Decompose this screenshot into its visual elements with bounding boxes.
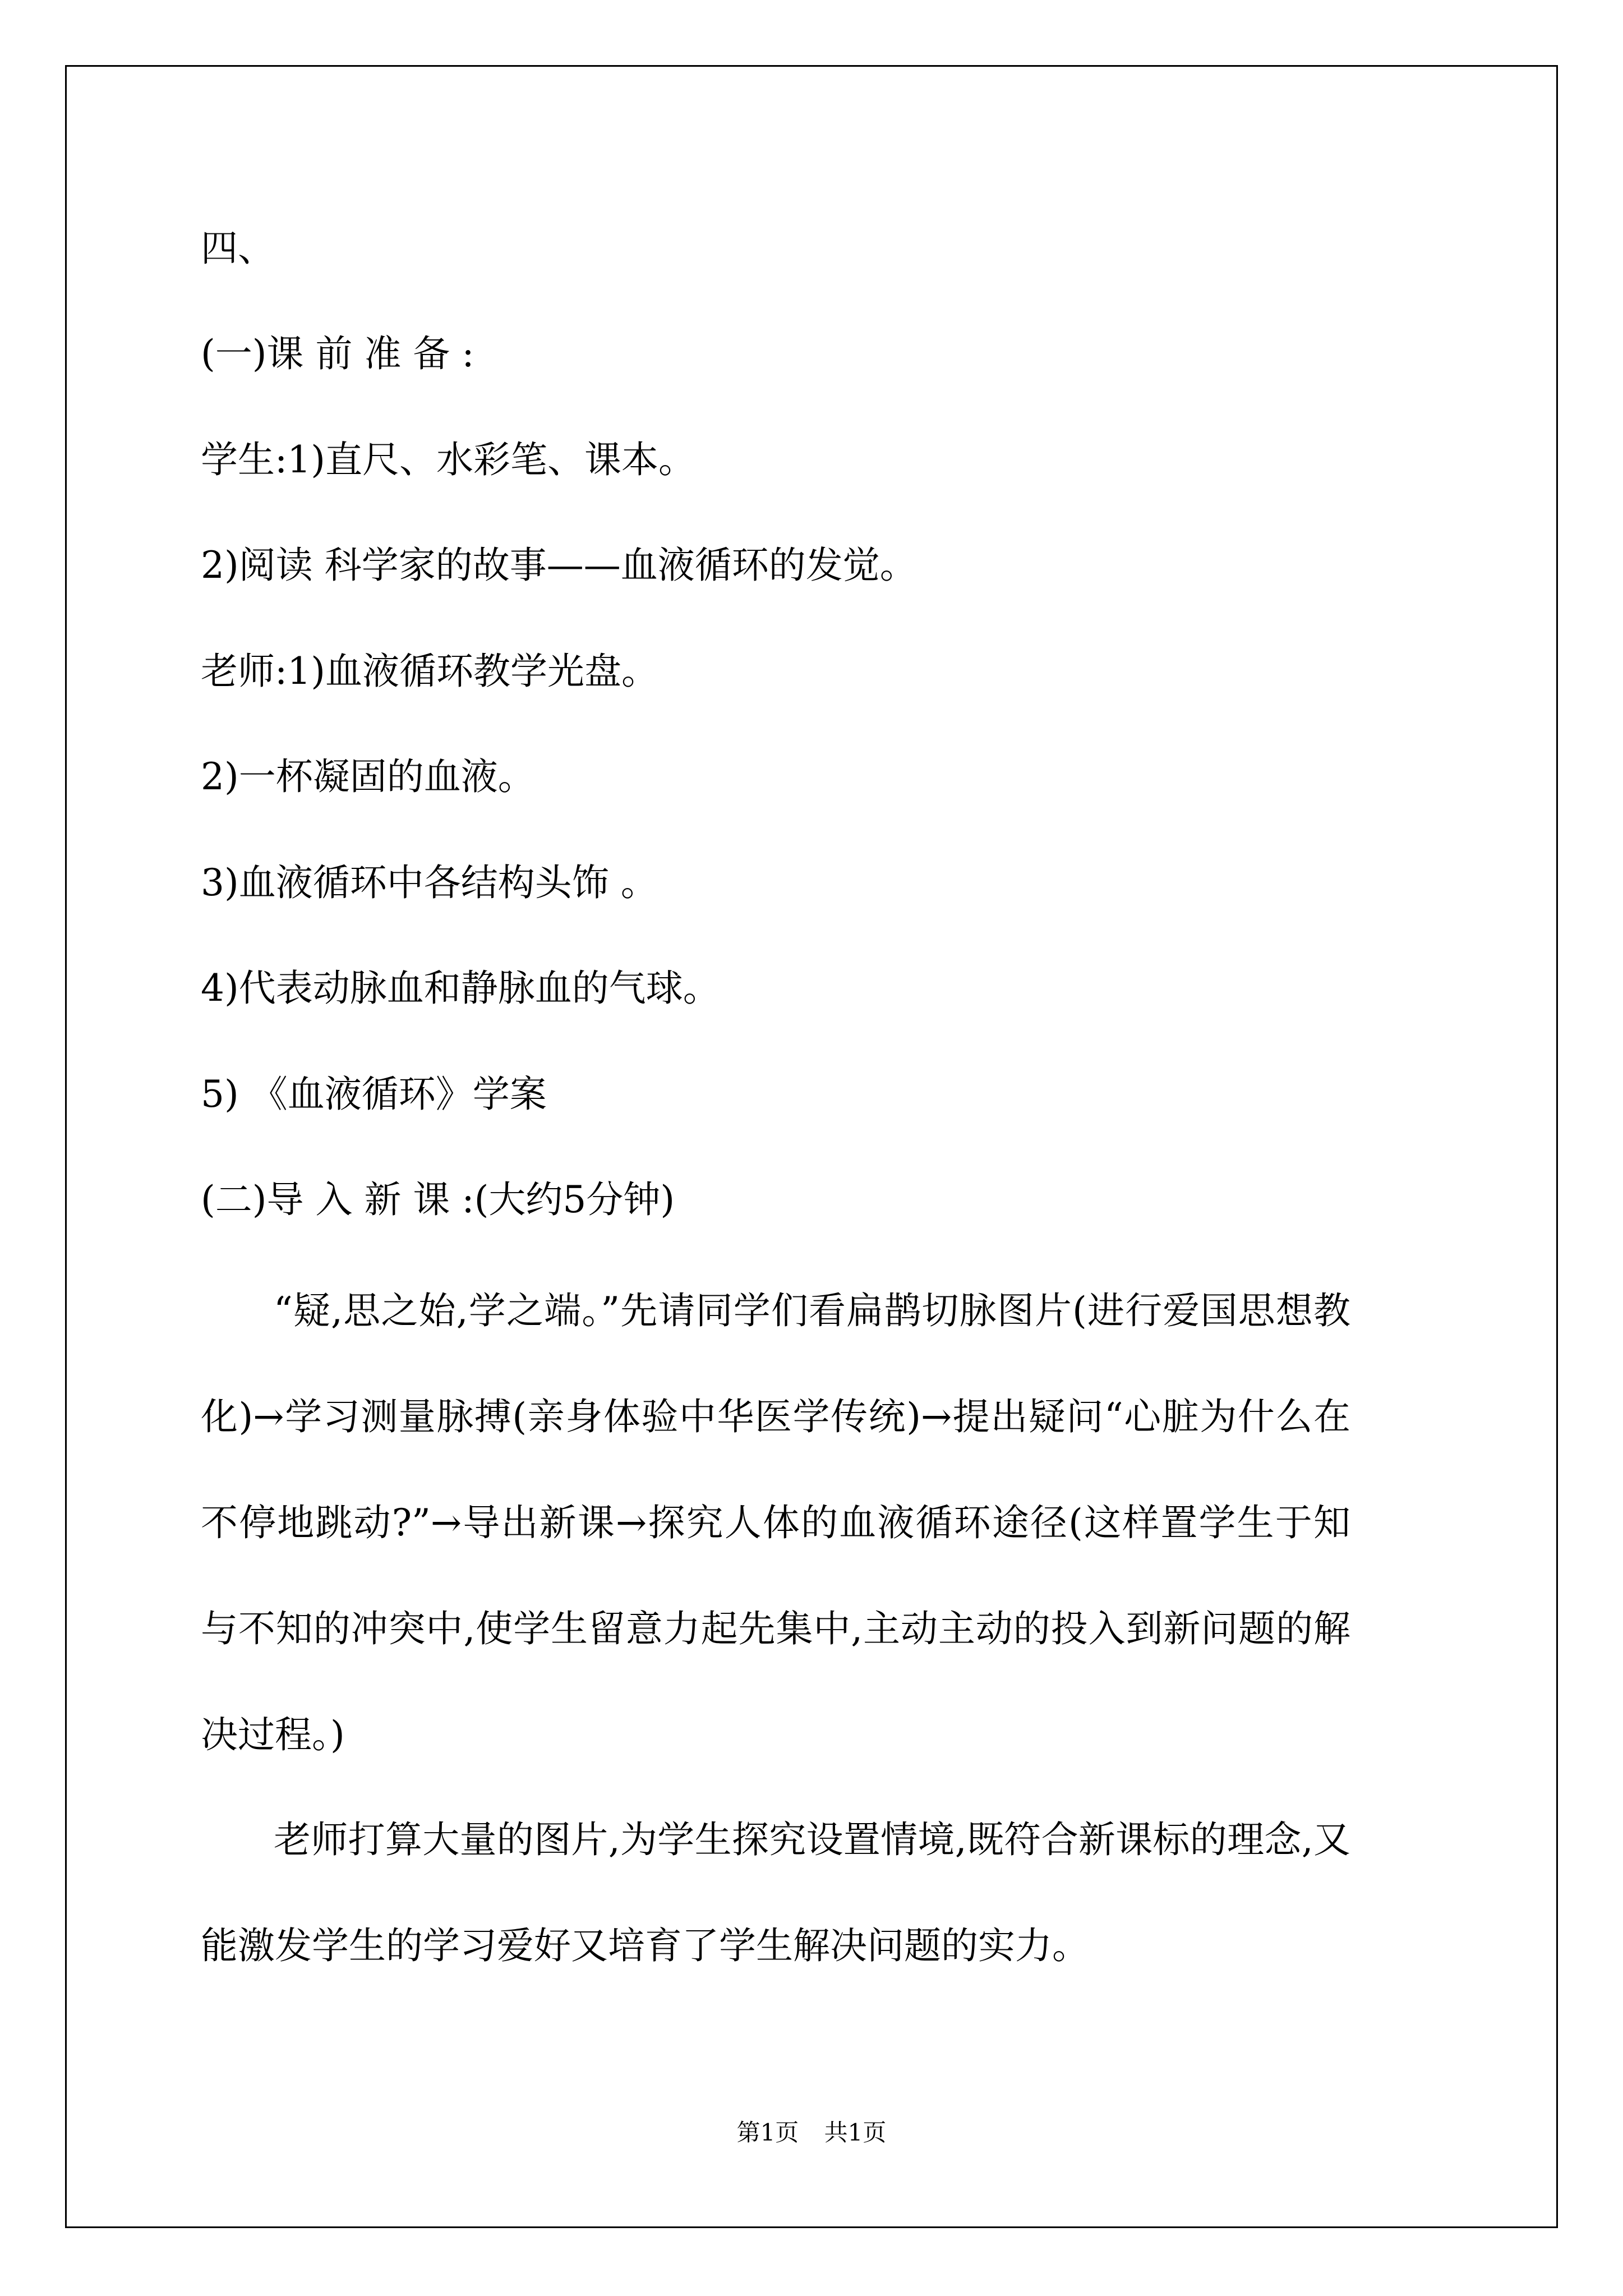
page-total: 共1页 xyxy=(824,2119,887,2146)
student-items: 学生:1)直尺、水彩笔、课本。 xyxy=(201,438,695,481)
intro-heading: (二)导 入 新 课 :(大约5分钟) xyxy=(201,1178,675,1221)
prep-heading: (一)课 前 准 备 : xyxy=(201,332,474,375)
student-reading: 2)阅读 科学家的故事——血液循环的发觉。 xyxy=(201,544,917,587)
teacher-item-2: 2)一杯凝固的血液。 xyxy=(201,755,535,798)
teacher-item-4: 4)代表动脉血和静脉血的气球。 xyxy=(201,967,720,1010)
teacher-items: 老师:1)血液循环教学光盘。 xyxy=(201,650,658,693)
page-footer xyxy=(0,2116,1623,2150)
teacher-item-3: 3)血液循环中各结构头饰 。 xyxy=(201,861,658,904)
page-number: 第1页 xyxy=(736,2119,799,2146)
teacher-item-5: 5) 《血液循环》学案 xyxy=(201,1073,547,1116)
summary-paragraph: 老师打算大量的图片,为学生探究设置情境,既符合新课标的理念,又能激发学生的学习爱好又培育了学生解决问题的实力。 xyxy=(201,1818,1350,1967)
intro-paragraph: “疑,思之始,学之端。”先请同学们看扁鹊切脉图片(进行爱国思想教化)→学习测量脉搏(亲身体验中华医学传统)→提出疑问“心脏为什么在不停地跳动?”→导出新课→探究人体的血液循环途径(这样置学生于知与不知的冲突中,使学生留意力起先集中,主动主动的投入到新问题的解决过程。) xyxy=(201,1289,1350,1756)
section-heading: 四、 xyxy=(201,227,275,270)
